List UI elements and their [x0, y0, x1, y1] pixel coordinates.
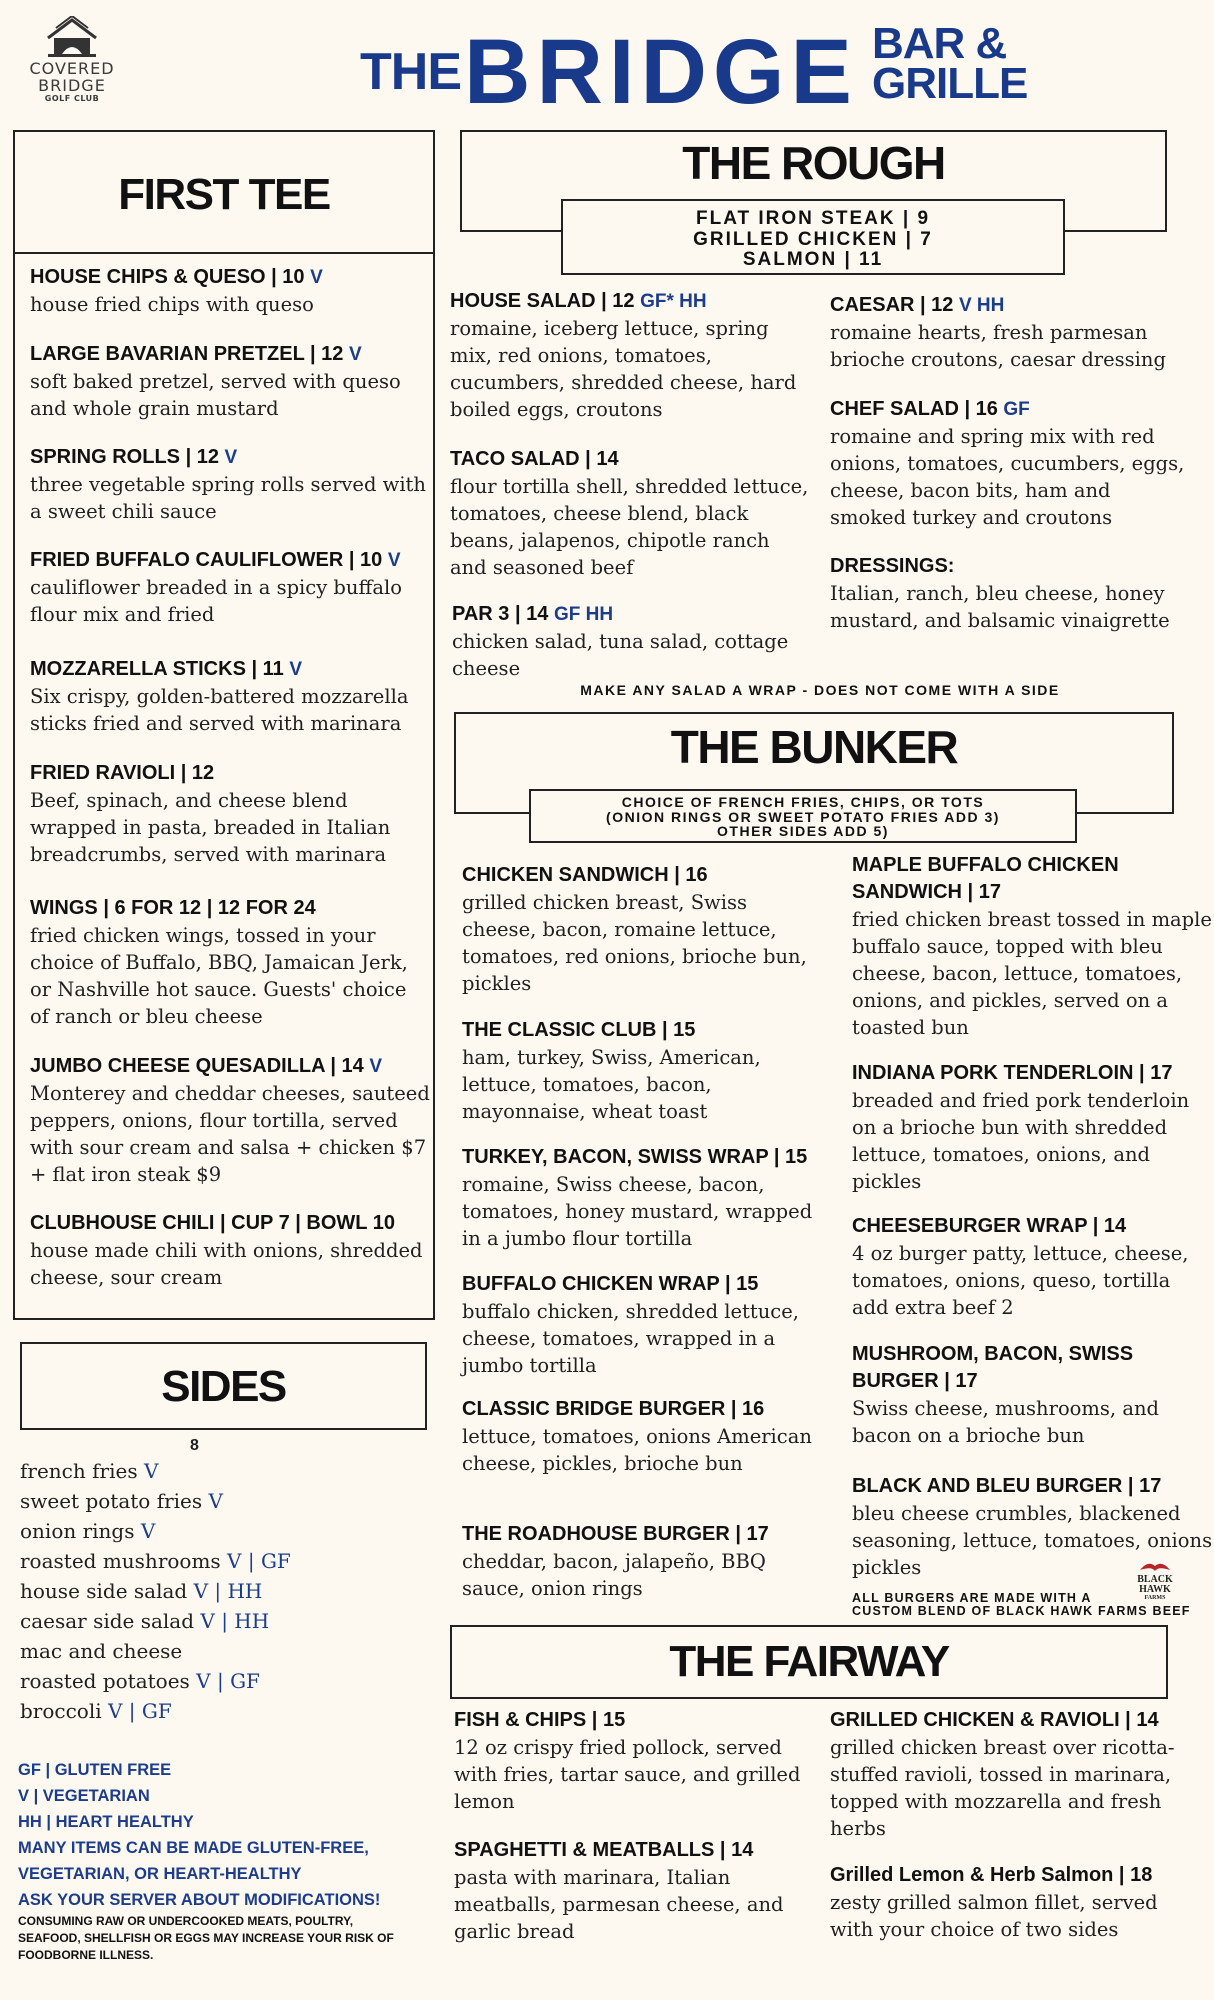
side-name: sweet potato fries	[20, 1489, 203, 1513]
side-item	[20, 1576, 420, 1606]
item-name	[462, 1521, 822, 1548]
diet-tag: GF* HH	[640, 291, 707, 312]
item-name	[30, 760, 430, 787]
diet-tag: V	[348, 344, 362, 365]
side-item	[20, 1486, 420, 1516]
item-name-text: CHEESEBURGER WRAP | 14	[852, 1215, 1127, 1237]
item-name	[462, 1144, 822, 1171]
side-item	[20, 1546, 420, 1576]
item-description: ham, turkey, Swiss, American, lettuce, tomatoes, bacon, mayonnaise, wheat toast	[462, 1046, 761, 1123]
item-name-text: SPAGHETTI & MEATBALLS | 14	[454, 1839, 754, 1861]
bunker-sides-note-2: OTHER SIDES ADD 5)	[717, 823, 889, 839]
diet-tag: V HH	[958, 295, 1005, 316]
rough-item	[452, 601, 812, 682]
bunker-item	[462, 1017, 822, 1125]
item-name	[30, 895, 430, 922]
item-description: Six crispy, golden-battered mozzarella sticks fried and served with marinara	[30, 685, 409, 735]
item-description: bleu cheese crumbles, blackened seasoning, lettuce, tomatoes, onions pickles	[852, 1502, 1213, 1579]
item-name-text: JUMBO CHEESE QUESADILLA | 14	[30, 1055, 364, 1077]
side-name: mac and cheese	[20, 1639, 183, 1663]
rough-item	[830, 292, 1190, 373]
item-name-text: THE ROADHOUSE BURGER | 17	[462, 1523, 769, 1545]
legend-warn3: FOODBORNE ILLNESS.	[18, 1948, 154, 1962]
side-name: house side salad	[20, 1579, 188, 1603]
item-name-text: CLASSIC BRIDGE BURGER | 16	[462, 1398, 765, 1420]
legend-warn2: SEAFOOD, SHELLFISH OR EGGS MAY INCREASE YOUR RISK OF	[18, 1931, 394, 1945]
item-description: buffalo chicken, shredded lettuce, cheese, tomatoes, wrapped in a jumbo tortilla	[462, 1300, 799, 1377]
side-name: caesar side salad	[20, 1609, 195, 1633]
diet-tag: GF HH	[553, 604, 614, 625]
item-description: three vegetable spring rolls served with a sweet chili sauce	[30, 473, 426, 523]
rough-addon-1: GRILLED CHICKEN | 7	[693, 228, 933, 250]
item-name	[30, 264, 430, 291]
item-name-text: GRILLED CHICKEN & RAVIOLI | 14	[830, 1709, 1159, 1731]
item-name-text: SPRING ROLLS | 12	[30, 446, 219, 468]
item-name-text: FRIED RAVIOLI | 12	[30, 762, 215, 784]
fairway-item	[830, 1707, 1190, 1842]
item-description: 12 oz crispy fried pollock, served with fries, tartar sauce, and grilled lemon	[454, 1736, 801, 1813]
diet-tag: V | GF	[108, 1699, 172, 1723]
item-name	[852, 852, 1212, 906]
side-item	[20, 1636, 420, 1666]
rough-item	[450, 446, 810, 581]
brand-bar: BAR &	[872, 19, 1007, 68]
bunker-sides-note-1: (ONION RINGS OR SWEET POTATO FRIES ADD 3)	[606, 808, 1000, 825]
rough-addon-2: SALMON | 11	[742, 249, 884, 270]
legend-many2: VEGETARIAN, OR HEART-HEALTHY	[18, 1865, 302, 1883]
item-name	[454, 1837, 814, 1864]
side-item	[20, 1516, 420, 1546]
item-description: flour tortilla shell, shredded lettuce, tomatoes, cheese blend, black beans, jalapenos, chipotle ranch and seasoned beef	[450, 475, 809, 579]
item-name	[450, 288, 810, 315]
bh-logo-2: HAWK	[1139, 1584, 1171, 1595]
first-tee-item	[30, 656, 430, 737]
item-description: 4 oz burger patty, lettuce, cheese, tomatoes, onions, queso, tortilla add extra beef 2	[852, 1242, 1189, 1319]
item-name	[462, 862, 822, 889]
item-name	[830, 553, 1190, 580]
item-name-text: BLACK AND BLEU BURGER | 17	[852, 1475, 1162, 1497]
item-description: fried chicken breast tossed in maple buffalo sauce, topped with bleu cheese, bacon, lettuce, tomatoes, onions, and pickles, served on a toasted bun	[852, 908, 1212, 1039]
item-name-text: TURKEY, BACON, SWISS WRAP | 15	[462, 1146, 808, 1168]
first-tee-item	[30, 1053, 430, 1188]
item-name-text: FRIED BUFFALO CAULIFLOWER | 10	[30, 549, 383, 571]
bunker-item	[462, 862, 822, 997]
rough-addons-box	[561, 199, 1065, 275]
item-description: pasta with marinara, Italian meatballs, parmesan cheese, and garlic bread	[454, 1866, 784, 1943]
item-name-text: CLUBHOUSE CHILI | CUP 7 | BOWL 10	[30, 1212, 395, 1234]
fairway-item	[830, 1862, 1190, 1943]
logo-line2: BRIDGE	[38, 76, 106, 95]
item-name	[830, 1707, 1190, 1734]
item-name	[830, 396, 1190, 423]
fairway-item	[454, 1837, 814, 1945]
item-name-text: Grilled Lemon & Herb Salmon | 18	[830, 1864, 1153, 1886]
item-description: lettuce, tomatoes, onions American cheese, pickles, brioche bun	[462, 1425, 812, 1475]
diet-tag: V | GF	[227, 1549, 291, 1573]
first-tee-title: FIRST TEE	[118, 170, 330, 219]
item-description: Italian, ranch, bleu cheese, honey mustard, and balsamic vinaigrette	[830, 582, 1170, 632]
item-description: cauliflower breaded in a spicy buffalo flour mix and fried	[30, 576, 402, 626]
diet-tag: V	[224, 447, 238, 468]
item-description: house fried chips with queso	[30, 293, 314, 316]
item-name	[852, 1341, 1212, 1395]
sides-list	[20, 1456, 420, 1726]
diet-tag: V | HH	[200, 1609, 270, 1633]
item-name-text: CHICKEN SANDWICH | 16	[462, 864, 708, 886]
item-description: cheddar, bacon, jalapeño, BBQ sauce, onion rings	[462, 1550, 766, 1600]
item-name	[454, 1707, 814, 1734]
bunker-item	[852, 1341, 1212, 1449]
burger-note-1: ALL BURGERS ARE MADE WITH A	[852, 1592, 1092, 1605]
item-description: romaine, Swiss cheese, bacon, tomatoes, honey mustard, wrapped in a jumbo flour tortilla	[462, 1173, 813, 1250]
diet-tag: V	[369, 1056, 383, 1077]
first-tee-item	[30, 547, 430, 628]
item-description: Beef, spinach, and cheese blend wrapped in pasta, breaded in Italian breadcrumbs, served with marinara	[30, 789, 391, 866]
item-name-text: FISH & CHIPS | 15	[454, 1709, 626, 1731]
rough-item	[830, 553, 1190, 634]
bunker-item	[462, 1271, 822, 1379]
item-description: grilled chicken breast, Swiss cheese, bacon, romaine lettuce, tomatoes, red onions, brioche bun, pickles	[462, 891, 807, 995]
item-description: romaine and spring mix with red onions, tomatoes, cucumbers, eggs, cheese, bacon bits, ham and smoked turkey and croutons	[830, 425, 1185, 529]
bh-logo-3: FARMS	[1144, 1595, 1166, 1601]
item-name	[30, 656, 430, 683]
burger-note-2: CUSTOM BLEND OF BLACK HAWK FARMS BEEF	[852, 1604, 1191, 1618]
item-name	[30, 1210, 430, 1237]
item-name	[450, 446, 810, 473]
item-name	[462, 1396, 822, 1423]
item-name-text: CAESAR | 12	[830, 294, 954, 316]
brand-wordmark	[360, 18, 1060, 123]
bunker-sides-box	[529, 789, 1077, 843]
item-name-text: THE CLASSIC CLUB | 15	[462, 1019, 696, 1041]
side-name: onion rings	[20, 1519, 135, 1543]
sides-title-box	[20, 1342, 427, 1430]
item-description: fried chicken wings, tossed in your choice of Buffalo, BBQ, Jamaican Jerk, or Nashville hot sauce. Guests' choice of ranch or bleu cheese	[30, 924, 408, 1028]
item-name-text: HOUSE CHIPS & QUESO | 10	[30, 266, 305, 288]
bh-logo-1: BLACK	[1137, 1574, 1173, 1585]
item-name-text: DRESSINGS:	[830, 555, 955, 577]
item-name-text: MAPLE BUFFALO CHICKEN SANDWICH | 17	[852, 854, 1119, 903]
diet-tag: V	[208, 1489, 223, 1513]
rough-item	[450, 288, 810, 423]
side-name: broccoli	[20, 1699, 102, 1723]
item-name	[852, 1473, 1214, 1500]
diet-tag: GF	[1003, 399, 1030, 420]
item-name-text: MUSHROOM, BACON, SWISS BURGER | 17	[852, 1343, 1134, 1392]
item-description: zesty grilled salmon fillet, served with your choice of two sides	[830, 1891, 1158, 1941]
diet-tag: V	[310, 267, 323, 288]
item-description: soft baked pretzel, served with queso and whole grain mustard	[30, 370, 401, 420]
bunker-item	[462, 1396, 822, 1477]
hawk-icon	[1138, 1560, 1172, 1572]
first-tee-item	[30, 264, 430, 318]
item-name-text: MOZZARELLA STICKS | 11	[30, 658, 284, 680]
rough-wrap-note: MAKE ANY SALAD A WRAP - DOES NOT COME WITH A SIDE	[580, 682, 1060, 698]
first-tee-item	[30, 1210, 430, 1291]
first-tee-item	[30, 760, 430, 868]
side-name: french fries	[20, 1459, 138, 1483]
item-name-text: CHEF SALAD | 16	[830, 398, 998, 420]
fairway-title-box	[450, 1625, 1168, 1699]
bunker-item	[852, 852, 1212, 1041]
brand-grille: GRILLE	[872, 59, 1028, 108]
diet-tag: V	[140, 1519, 156, 1543]
side-item	[20, 1696, 420, 1726]
bunker-title: THE BUNKER	[670, 721, 958, 773]
bunker-item	[852, 1060, 1212, 1195]
brand-bar-grille	[872, 19, 1028, 108]
item-name-text: INDIANA PORK TENDERLOIN | 17	[852, 1062, 1173, 1084]
item-name	[852, 1213, 1212, 1240]
item-description: romaine, iceberg lettuce, spring mix, red onions, tomatoes, cucumbers, shredded cheese, hard boiled eggs, croutons	[450, 317, 797, 421]
first-tee-item	[30, 895, 430, 1030]
side-name: roasted mushrooms	[20, 1549, 221, 1573]
legend-many1: MANY ITEMS CAN BE MADE GLUTEN-FREE,	[18, 1839, 369, 1857]
item-name	[462, 1271, 822, 1298]
sides-title: SIDES	[161, 1362, 286, 1411]
item-name	[30, 1053, 430, 1080]
fairway-title: THE FAIRWAY	[669, 1637, 949, 1686]
item-name	[30, 547, 430, 574]
item-description: Monterey and cheddar cheeses, sauteed peppers, onions, flour tortilla, served with sour cream and salsa + chicken $7 + flat iron steak $9	[30, 1082, 430, 1186]
bunker-item	[852, 1213, 1212, 1321]
rough-item	[830, 396, 1190, 531]
item-name	[830, 292, 1190, 319]
legend-ask: ASK YOUR SERVER ABOUT MODIFICATIONS!	[18, 1891, 381, 1909]
legend	[18, 1757, 418, 1964]
covered-bridge-icon	[44, 16, 100, 60]
item-description: romaine hearts, fresh parmesan brioche croutons, caesar dressing	[830, 321, 1166, 371]
item-description: house made chili with onions, shredded cheese, sour cream	[30, 1239, 423, 1289]
diet-tag: V | GF	[196, 1669, 260, 1693]
logo-line1: COVERED	[29, 59, 115, 78]
bunker-sides-note-0: CHOICE OF FRENCH FRIES, CHIPS, OR TOTS	[621, 794, 985, 810]
item-name-text: PAR 3 | 14	[452, 603, 549, 625]
item-name-text: TACO SALAD | 14	[450, 448, 619, 470]
side-item	[20, 1666, 420, 1696]
item-name-text: BUFFALO CHICKEN WRAP | 15	[462, 1273, 759, 1295]
side-item	[20, 1606, 420, 1636]
legend-hh: HH | HEART HEALTHY	[18, 1813, 194, 1831]
item-name	[852, 1060, 1212, 1087]
diet-tag: V	[143, 1459, 159, 1483]
side-item	[20, 1456, 420, 1486]
item-name	[30, 341, 430, 368]
diet-tag: V	[387, 550, 401, 571]
item-name-text: LARGE BAVARIAN PRETZEL | 12	[30, 343, 344, 365]
bunker-item	[462, 1521, 822, 1602]
diet-tag: V | HH	[193, 1579, 263, 1603]
brand-the: THE	[360, 43, 461, 101]
item-name	[462, 1017, 822, 1044]
item-description: grilled chicken breast over ricotta-stuffed ravioli, tossed in marinara, topped with mozzarella and fresh herbs	[830, 1736, 1175, 1840]
legend-v: V | VEGETARIAN	[18, 1787, 150, 1805]
rough-addon-0: FLAT IRON STEAK | 9	[695, 208, 931, 229]
first-tee-divider	[15, 252, 433, 254]
item-name	[30, 444, 430, 471]
sides-price: 8	[190, 1437, 199, 1454]
rough-title: THE ROUGH	[682, 137, 945, 189]
side-name: roasted potatoes	[20, 1669, 190, 1693]
item-name-text: WINGS | 6 FOR 12 | 12 FOR 24	[30, 897, 316, 919]
first-tee-item	[30, 341, 430, 422]
fairway-item	[454, 1707, 814, 1815]
item-description: breaded and fried pork tenderloin on a brioche bun with shredded lettuce, tomatoes, onions, and pickles	[852, 1089, 1190, 1193]
bunker-item	[462, 1144, 822, 1252]
brand-name: BRIDGE	[464, 21, 858, 123]
logo-line3: GOLF CLUB	[44, 94, 100, 103]
legend-gf: GF | GLUTEN FREE	[18, 1761, 172, 1779]
legend-warn1: CONSUMING RAW OR UNDERCOOKED MEATS, POULTRY,	[18, 1914, 354, 1928]
item-description: Swiss cheese, mushrooms, and bacon on a brioche bun	[852, 1397, 1159, 1447]
item-name	[452, 601, 812, 628]
item-name-text: HOUSE SALAD | 12	[450, 290, 635, 312]
first-tee-item	[30, 444, 430, 525]
diet-tag: V	[289, 659, 303, 680]
covered-bridge-logo	[14, 16, 130, 103]
black-hawk-logo	[1128, 1560, 1182, 1602]
item-description: chicken salad, tuna salad, cottage cheese	[452, 630, 789, 680]
item-name	[830, 1862, 1190, 1889]
